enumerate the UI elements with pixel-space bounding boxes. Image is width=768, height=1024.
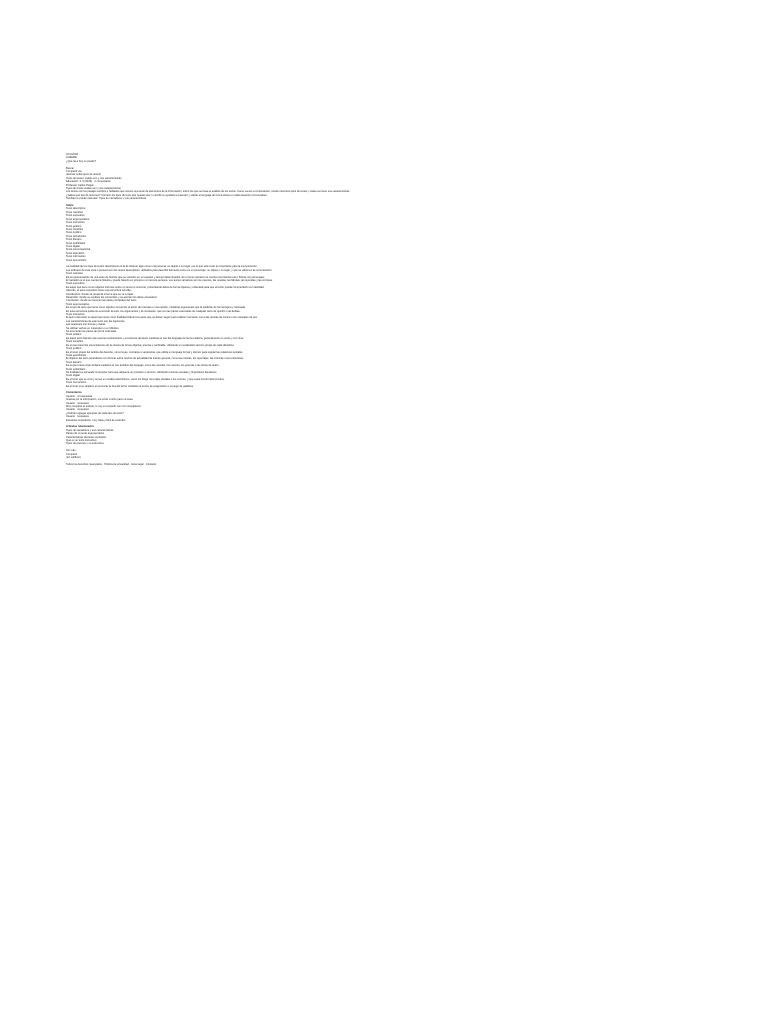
body-paragraph: Es el que busca crear belleza mediante el uso artístico del lenguaje, como las novelas, los cuentos, los poemas o las obras de teatro. <box>66 364 220 368</box>
footer-meta <box>66 449 706 459</box>
body-paragraph: Texto argumentativo <box>66 302 90 306</box>
body-paragraph: El objetivo del texto periodístico es informar sobre hechos de actualidad de interés general, como las noticias, los reportajes, las crónicas o las entrevistas. <box>66 357 244 361</box>
meta-line: (artículo sobre tipos de textos) <box>66 173 101 177</box>
body-paragraph: Texto narrativo <box>66 272 84 276</box>
index-link[interactable]: Texto conversacional <box>66 248 91 252</box>
index-link[interactable]: Texto informativo <box>66 255 86 259</box>
index-link[interactable]: Texto jurídico <box>66 231 82 235</box>
body-paragraph: Texto poético <box>66 333 82 337</box>
index-link[interactable]: Texto narrativo <box>66 210 84 214</box>
body-paragraph: La cualidad de los tipos de textos descriptivos es la de detener algo como una persona, un objeto o un lugar, por lo que este texto es importante para la comunicación. <box>66 265 258 269</box>
related-link[interactable]: Partes de un texto argumentativo <box>66 432 105 436</box>
body-paragraph: Es aquel texto literario que expresa sentimientos y emociones del autor mediante el uso del lenguaje de forma estética, generalmente en verso y con rima. <box>66 336 244 340</box>
related-link[interactable]: Características del texto expositivo <box>66 435 107 439</box>
comment-line: Muy completo el artículo, lo voy a compartir con mis compañeros. <box>66 405 142 408</box>
intro-paragraph: ¿Sabes qué tipo de texto leo? Conocer los tipos de texto que puedes leer o escribir te ayudará a entender y utilizar el lenguaje de forma eficaz en cada situación comunicativa. <box>66 193 268 197</box>
body-paragraph: Texto instructivo <box>66 313 85 317</box>
footer-meta-line: Compartir <box>66 452 78 456</box>
intro-paragraph: También te puede interesar: Tipos de narradores y sus características <box>66 197 147 201</box>
body-paragraph: Es el texto propio del ámbito del derecho, como leyes, contratos o sentencias, que utiliza un lenguaje formal y técnico para regular las relaciones sociales. <box>66 350 244 354</box>
index-link[interactable]: Texto científico <box>66 227 84 231</box>
body-paragraph: Es aquel que tiene como objetivo informar sobre un tema en concreto, presentando datos de forma objetiva y ordenada para que el lector pueda comprenderlo con facilidad. <box>66 285 265 289</box>
index-link[interactable]: Texto argumentativo <box>66 217 90 221</box>
article-intro <box>66 190 706 200</box>
body-paragraph: Introducción: donde se presenta el tema que se va a tratar. <box>66 292 134 296</box>
header-line: sinREME <box>66 156 77 160</box>
body-paragraph: Texto científico <box>66 340 84 344</box>
body-paragraph: Se utilizan verbos en imperativo o en infinitivo. <box>66 326 120 330</box>
body-paragraph: Texto periodístico <box>66 353 87 357</box>
related-link[interactable]: Tipos de poemas y su estructura <box>66 442 104 446</box>
body-paragraph: Es la representación de una serie de hechos que se suceden en un espacio y tiempo determinados. En el texto narrativo se cuenta una historia real o ficticia con personajes. <box>66 275 265 279</box>
body-paragraph: Los atributos de esta cosa o persona son los textos descriptivos, utilizados para describir fielmente cómo es un personaje, un objeto o un lugar, y que se utiliza en la comunicación. <box>66 268 273 272</box>
index-link[interactable]: Texto periodístico <box>66 234 87 238</box>
article-body <box>66 265 706 388</box>
meta-line: Buscar <box>66 166 75 170</box>
index-link[interactable]: Texto instructivo <box>66 221 85 225</box>
comment-line: Excelente explicación, muy clara y fácil de entender. <box>66 418 127 422</box>
body-paragraph: Texto publicitario <box>66 367 86 371</box>
intro-paragraph: Los textos son los pasajes escritos o hablados que reúnen una serie de elementos de la información, sobre los que se basa el análisis de los textos. Como vemos a continuación, existen diversos tipos de textos y cada uno tiene sus características. <box>66 190 351 194</box>
index-link[interactable]: Texto expositivo <box>66 214 85 218</box>
meta-line: Compartir via <box>66 170 82 174</box>
document-page <box>66 153 706 466</box>
index-title: Índice <box>66 204 74 208</box>
related-link[interactable]: Tipos de narradores y sus características <box>66 428 114 432</box>
index-link[interactable]: Texto humorístico <box>66 258 87 262</box>
body-paragraph: Su finalidad es persuadir al receptor para que adquiera un producto o servicio, utilizando recursos visuales y lingüísticos llamativos. <box>66 370 218 374</box>
body-paragraph: Desarrollo: donde se explican los contenidos y se aportan los datos necesarios. <box>66 296 158 300</box>
body-paragraph: El narrador es el que cuenta la historia y puede hacerlo en primera o en tercera persona. Los textos narrativos son los cuentos, las novelas, las fábulas, las leyendas y las crónicas. <box>66 278 273 282</box>
related-link[interactable]: Qué es un texto instructivo <box>66 439 97 443</box>
meta-line: Professor Carlos Pulgar... <box>66 183 96 187</box>
comment-line: Usuario · respuesta <box>66 408 89 412</box>
comment-line: Usuario · respuesta <box>66 401 89 405</box>
comment-line: Usuario · 4 respuestas <box>66 394 93 398</box>
comment-line: Gracias por la información, me sirvió mucho para mi tarea. <box>66 398 134 402</box>
page-footer: Todos los derechos reservados · Política de privacidad · Aviso legal · Contacto <box>66 462 157 466</box>
index-link[interactable]: Texto poético <box>66 224 82 228</box>
article-index <box>66 207 706 262</box>
body-paragraph: En esta estructura podemos encontrar la tesis, los argumentos y la conclusión, que son las partes esenciales de cualquier texto de opinión o de debate. <box>66 309 241 313</box>
body-paragraph: Es el texto cuyo objetivo es provocar la risa del lector mediante la ironía, la exageración o el juego de palabras. <box>66 384 194 388</box>
comments-list <box>66 395 706 422</box>
page-header <box>66 153 706 163</box>
footer-meta-line: (sin calificar) <box>66 456 81 460</box>
index-link[interactable]: Texto digital <box>66 244 80 248</box>
index-link[interactable]: Texto literario <box>66 238 82 242</box>
body-paragraph: Texto literario <box>66 360 82 364</box>
comments-title: Comentarios <box>66 391 82 395</box>
index-link[interactable]: Texto descriptivo <box>66 207 86 211</box>
body-paragraph: Es el que transmite conocimientos de la ciencia de forma objetiva, precisa y verificable, utilizando un vocabulario técnico propio de cada disciplina. <box>66 343 235 347</box>
body-paragraph: Texto expositivo <box>66 282 85 286</box>
body-paragraph: Las oraciones son breves y claras. <box>66 323 106 327</box>
meta-line: Educación. 4, 5 (2015) · 2 comentarios <box>66 180 111 184</box>
comment-line: Usuario · respuesta <box>66 415 89 419</box>
body-paragraph: Además, el texto expositivo tiene una estructura sencilla: <box>66 289 132 293</box>
body-paragraph: Texto jurídico <box>66 347 82 351</box>
body-paragraph: Es el tipo de texto que tiene como objetivo convencer al lector de una idea o una opinión, mediante argumentos que la justifican de forma lógica y razonada. <box>66 306 246 310</box>
body-paragraph: El texto instructivo es aquel que tiene como finalidad indicar los pasos que se deben seguir para realizar una tarea, como las recetas de cocina o los manuales de uso. <box>66 316 258 320</box>
index-link[interactable]: Texto dramático <box>66 251 85 255</box>
header-line: ¿Qué tal a hoy no puede? <box>66 159 96 163</box>
body-paragraph: Es el texto que se crea y se lee en medios electrónicos, como los blogs, las redes sociales o los correos, y que suele incluir hipervínculos. <box>66 377 225 381</box>
meta-line: Tipos de textos: cuáles son y sus características <box>66 176 122 180</box>
related-list <box>66 429 706 446</box>
footer-meta-line: Ver más <box>66 449 76 453</box>
body-paragraph: Las características de este texto son las siguientes: <box>66 319 126 323</box>
body-paragraph: Conclusión: donde se resumen las ideas principales del texto. <box>66 299 138 303</box>
comment-line: ¿Podrían agregar ejemplos de cada tipo de texto? <box>66 411 124 415</box>
body-paragraph: Texto humorístico <box>66 381 87 385</box>
meta-line: Tipos de textos cuáles son y sus características <box>66 187 121 191</box>
body-paragraph: Texto digital <box>66 374 80 378</box>
header-line: OCULTAR <box>66 153 79 156</box>
index-link[interactable]: Texto publicitario <box>66 241 86 245</box>
related-title: Artículos relacionados <box>66 425 94 429</box>
body-paragraph: Se enumeran los pasos de forma ordenada. <box>66 330 117 334</box>
